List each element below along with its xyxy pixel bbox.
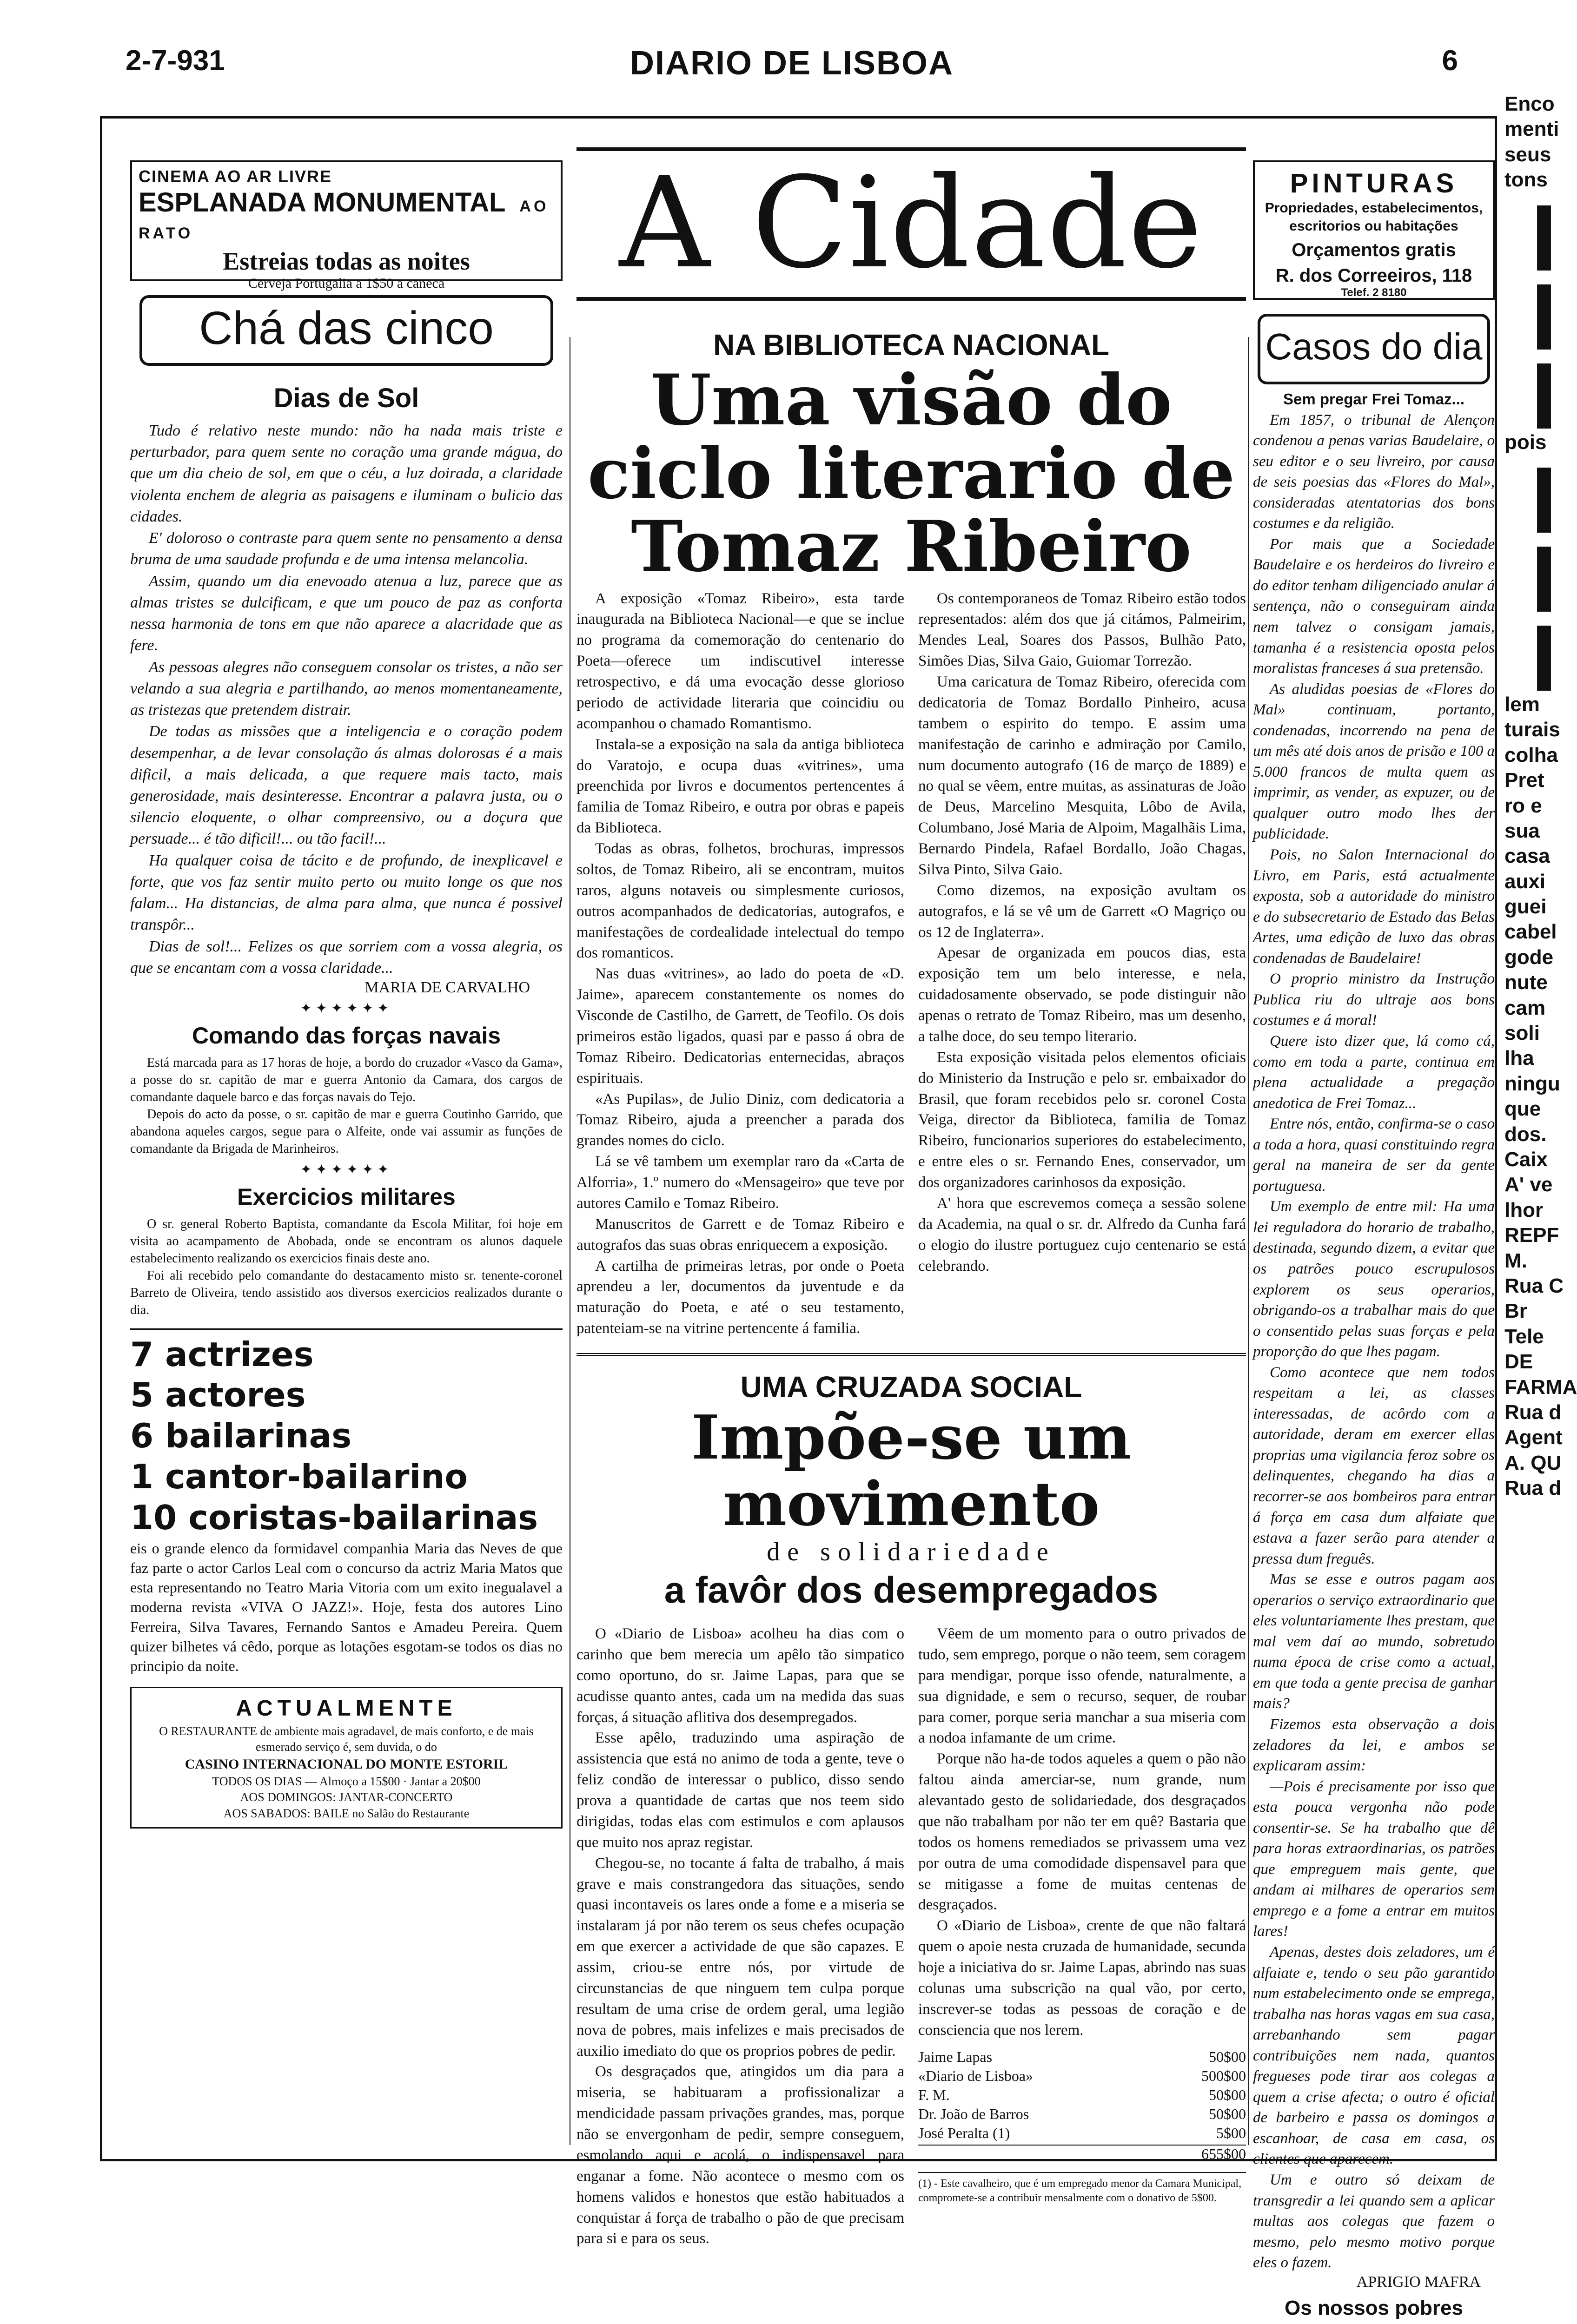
strip-bar <box>1537 626 1551 691</box>
strip-text: gode <box>1504 945 1554 969</box>
strip-text: sua <box>1504 819 1540 842</box>
paragraph: Lá se vê tambem um exemplar raro da «Carta de Alforria», 1.º numero do «Mensageiro» que teve por autores Camilo e Tomaz Ribeiro. <box>576 1153 904 1212</box>
paragraph: Esta exposição visitada pelos elementos oficiais do Ministerio da Instrução e pelo sr. embaixador do Brasil, que foram recebidos pelo sr. coronel Costa Veiga, director da Biblioteca, familia de Tomaz Ribeiro, funcionarios superiores do estabelecimento, e entre eles o sr. Fernando Enes, conservador, um dos organizadores carinhosos da exposição. <box>918 1049 1246 1191</box>
paragraph: Chegou-se, no tocante á falta de trabalho, á mais grave e mais constrangedora das situações, sendo quasi incontaveis os lares onde a fome e a miseria se instalaram já por não terem os seus chefes ocupação em que exercer a actividade de que são capazes. E assim, criou-se entre nós, por virtude de circunstancias de que ninguem tem culpa porque resultam de uma crise de ordem geral, uma legião nova de pobres, mais infelizes e mais precisados de auxilio imediato do que os proprios pobres de pedir. <box>576 1855 904 2060</box>
strip-text: Agent <box>1504 1426 1563 1449</box>
strip-bar <box>1537 468 1551 533</box>
subscriber: «Diario de Lisboa» <box>918 2067 1034 2084</box>
strip-text: pois <box>1504 430 1547 454</box>
strip-text: lha <box>1504 1047 1534 1070</box>
strip-text: Rua d <box>1504 1477 1562 1500</box>
cinema-ad-line1: CINEMA AO AR LIVRE <box>139 167 332 186</box>
strip-text: Rua d <box>1504 1400 1562 1424</box>
social-right <box>918 1624 1246 2249</box>
strip-bar <box>1537 284 1551 350</box>
paragraph: Fizemos esta observação a dois zeladores da lei, e ambos se explicaram assim: <box>1253 1716 1495 1775</box>
paragraph: Porque não ha-de todos aqueles a quem o pão não faltou ainda amerciar-se, num grande, num alevantado gesto de solidariedade, dos desgraçados que não trabalham por não ter em quê? Bastaria que todos os homens remediados se privassem uma vez por outra de uma comodidade dispensavel para que se mitigasse a fome de muitas centenas de desgraçados. <box>918 1750 1246 1914</box>
column-subhead: Dias de Sol <box>273 383 419 413</box>
cast-line: 6 bailarinas <box>130 1416 352 1456</box>
strip-text: nute <box>1504 971 1548 994</box>
strip-text: ningu <box>1504 1072 1560 1095</box>
paragraph: Mas se esse e outros pagam aos operarios o serviço extraordinario que eles voluntariamente lhes prestam, que mal vem daí ao mundo, sobretudo numa época de crise como a actual, em que toda a gente precisa de ganhar mais? <box>1253 1571 1495 1712</box>
paragraph: Uma caricatura de Tomaz Ribeiro, oferecida com dedicatoria de Tomaz Bordallo Pinheiro, acusa tambem o espirito do tempo. E assim uma manifestação de carinho e admiração por Camilo, num documento autografo (16 de março de 1889) e no qual se vêem, entre muitas, as assinaturas de João de Deus, Marcelino Mesquita, Lôbo de Avila, Columbano, José Maria de Alpoim, Magalhãis Lima, Bernardo Pindela, Rafael Bordallo, João Chagas, Silva Pinto, Silva Gaio. <box>918 673 1246 878</box>
paragraph: O proprio ministro da Instrução Publica riu do ultraje aos bons costumes e á moral! <box>1253 971 1495 1029</box>
paragraph: De todas as missões que a inteligencia e o coração podem desempenhar, a de levar consolação ás almas dolorosas é a mais dificil, a mais delicada, a que requere mais tacto, mais generosidade, mais desinteresse. Encontrar a palavra justa, ou o silencio eloquente, o olhar compreensivo, ou a doçura que persuade... é tão dificil!... ou tão facil!... <box>130 723 563 848</box>
social-kicker: UMA CRUZADA SOCIAL <box>740 1370 1082 1404</box>
cinema-ad-line3: Estreias todas as noites <box>223 247 470 275</box>
strip-text: Enco <box>1504 92 1555 115</box>
strip-text: DE <box>1504 1350 1533 1373</box>
paragraph: Em 1857, o tribunal de Alençon condenou a penas varias Baudelaire, o seu editor e o seu livreiro, por causa de seis poesias das «Flores do Mal», consideradas atentatorias dos bons costumes e da religião. <box>1253 411 1495 532</box>
casino-ad-line: AOS DOMINGOS: JANTAR-CONCERTO <box>240 1790 453 1804</box>
strip-text: tons <box>1504 168 1548 191</box>
pobres-heading: Os nossos pobres <box>1285 2296 1463 2319</box>
military-body <box>130 1216 563 1319</box>
paragraph: O «Diario de Lisboa», crente de que não faltará quem o apoie nesta cruzada de humanidade, secunda hoje a iniciativa do sr. Jaime Lapas, abrindo nas suas colunas uma subscrição na qual vão, por certo, inscrever-se todas as pessoas de coração e de consciencia que nos lerem. <box>918 1917 1246 2039</box>
naval-heading: Comando das forças navais <box>192 1023 501 1049</box>
pinturas-ad-phone: Telef. 2 8180 <box>1341 286 1407 299</box>
strip-text: M. <box>1504 1249 1527 1272</box>
cinema-ad <box>130 160 563 291</box>
section-badge: Casos do dia <box>1258 314 1490 384</box>
casino-ad-title: ACTUALMENTE <box>236 1696 457 1721</box>
paragraph: Como dizemos, na exposição avultam os autografos, e lá se vê um de Garrett «O Magriço ou os 12 de Inglaterra». <box>918 882 1246 941</box>
cinema-ad-venue: ESPLANADA MONUMENTAL <box>139 187 506 218</box>
paragraph: «As Pupilas», de Julio Diniz, com dedicatoria a Tomaz Ribeiro, ajuda a preencher a parada dos grandes nomes do ciclo. <box>576 1090 904 1149</box>
casos-body <box>1253 389 1495 2273</box>
right-column <box>1253 119 1495 2319</box>
cinema-ad-line4: Cerveja Portugalia a 1$50 a caneca <box>248 276 445 291</box>
strip-text: REPF <box>1504 1224 1559 1247</box>
amount: 50$00 <box>1209 2105 1246 2122</box>
paragraph: Tudo é relativo neste mundo: não ha nada mais triste e perturbador, para quem sente no coração uma grande mágua, do que um dia cheio de sol, em que o céu, a luz doirada, a claridade violenta enchem de alegria as paisagens e iluminam o bulicio das cidades. <box>130 422 563 525</box>
paragraph: Instala-se a exposição na sala da antiga biblioteca do Varatojo, e ocupa duas «vitrines», uma preenchida por livros e documentos pertencentes á familia de Tomaz Ribeiro, e outra por obras e papeis da Biblioteca. <box>576 736 904 837</box>
paragraph: Depois do acto da posse, o sr. capitão de mar e guerra Coutinho Garrido, que abandona aqueles cargos, segue para o Alfeite, onde vai assumir as funções de comandante da Brigada de Marinheiros. <box>130 1107 563 1156</box>
article-body <box>576 588 1246 1340</box>
paragraph: Vêem de um momento para o outro privados de tudo, sem emprego, porque o não teem, sem coragem para mendigar, porque isso ofende, naturalmente, a sua dignidade, e sem o recurso, sequer, de roubar para comer, porque seria manchar a sua miseria com a nodoa infamante de um crime. <box>918 1625 1246 1747</box>
paragraph: A exposição «Tomaz Ribeiro», esta tarde inaugurada na Biblioteca Nacional—e que se inclue no programa da comemoração do centenario do Poeta—oferece um indiscutivel interesse retrospectivo, e dá uma evocação desse glorioso periodo de actividade literaria que coincidiu ou acompanhou o chamado Romantismo. <box>576 590 904 732</box>
paragraph: A' hora que escrevemos começa a sessão solene da Academia, na qual o sr. dr. Alfredo da Cunha fará o elogio do ilustre portuguez cujo centenario se está celebrando. <box>918 1195 1246 1274</box>
pinturas-ad-address: R. dos Correeiros, 118 <box>1275 265 1472 286</box>
strip-text: Pret <box>1504 769 1544 792</box>
pinturas-ad-line: Orçamentos gratis <box>1292 240 1456 260</box>
strip-bar <box>1537 363 1551 429</box>
theatre-ad <box>130 1328 563 1676</box>
page-number: 6 <box>1442 45 1458 77</box>
subscription-total: 655$00 <box>918 2145 1246 2163</box>
theatre-ad-text: eis o grande elenco da formidavel companhia Maria das Neves de que faz parte o actor Carlos Leal com o concurso da actriz Maria Matos que esta representando no Teatro Maria Vitoria com um exito inegualavel a moderna revista «VIVA O JAZZ!». Hoje, festa dos autores Lino Ferreira, Silva Tavares, Fernando Santos e Amadeu Pereira. Quem quizer bilhetes vá cêdo, porque as lotações esgotam-se todos os dias no principio da noite. <box>130 1539 563 1675</box>
social-subtitle-2: a favôr dos desempregados <box>664 1569 1159 1611</box>
paragraph: E' doloroso o contraste para quem sente no pensamento a densa bruma de uma saudade profunda e de uma intensa melancolia. <box>130 529 563 568</box>
paragraph: Os contemporaneos de Tomaz Ribeiro estão todos representados: além dos que já citámos, Palmeirim, Mendes Leal, Soares dos Passos, Bulhão Pato, Simões Dias, Silva Gaio, Guiomar Torrezão. <box>918 590 1246 670</box>
signature: MARIA DE CARVALHO <box>364 979 530 997</box>
cha-article-body <box>130 420 563 979</box>
pinturas-ad-title: PINTURAS <box>1290 168 1458 198</box>
paragraph: Nas duas «vitrines», ao lado do poeta de «D. Jaime», aparecem constantemente os nomes do Visconde de Castilho, de Garrett, de Teofilo. Os dois primeiros estão ligados, quasi par e passo á obra de Tomaz Ribeiro. Dedicatorias enternecidas, abraços espirituais. <box>576 965 904 1087</box>
military-heading: Exercicios militares <box>237 1183 456 1210</box>
signature: APRIGIO MAFRA <box>1356 2273 1481 2291</box>
subscription-row <box>918 2047 1246 2067</box>
strip-text: seus <box>1504 143 1551 166</box>
strip-text: turais <box>1504 718 1560 741</box>
amount: 5$00 <box>1216 2124 1246 2141</box>
strip-text: soli <box>1504 1022 1540 1045</box>
cast-line: 1 cantor-bailarino <box>130 1457 468 1497</box>
subscription-row <box>918 2124 1246 2143</box>
strip-text: guei <box>1504 895 1547 918</box>
paragraph: Pois, no Salon Internacional do Livro, em Paris, está actualmente exposta, sob a autoridade do ministro e do subsecretario de Estado das Belas Artes, uma edição de luxo das obras condenadas de Baudelaire! <box>1253 846 1495 967</box>
strip-text: colha <box>1504 743 1558 766</box>
casos-subhead: Sem pregar Frei Tomaz... <box>1283 390 1464 408</box>
casino-ad-line: O RESTAURANTE de ambiente mais agradavel, de mais conforto, e de mais esmerado serviço é, sem duvida, o do <box>159 1724 534 1754</box>
strip-text: casa <box>1504 845 1550 868</box>
subscription-table <box>918 2047 1246 2143</box>
cast-line: 7 actrizes <box>130 1334 314 1374</box>
cast-line: 5 actores <box>130 1375 306 1415</box>
center-columns <box>576 119 1246 2247</box>
strip-text: menti <box>1504 118 1559 141</box>
paragraph: As aludidas poesias de «Flores do Mal» continuam, portanto, condenadas, incorrendo na pena de um mês até dois anos de prisão e 100 a 5.000 francos de multa quem as imprimir, as vender, as expuzer, ou de qualquer outro modo lhes der publicidade. <box>1253 680 1495 843</box>
paragraph: Apenas, destes dois zeladores, um é alfaiate e, tendo o seu pão garantido num estabelecimento onde se emprega, trabalha nas horas vagas em sua casa, arrebanhando sem pagar contribuições nem nada, quantos fregueses pode tirar aos colegas a quem a crise afecta; o outro é oficial de barbeiro e passa os domingos a escanhoar, de casa em casa, os clientes que aparecem. <box>1253 1944 1495 2168</box>
pinturas-ad-line: Propriedades, estabelecimentos, escritorios ou habitações <box>1265 200 1483 234</box>
paragraph: Assim, quando um dia enevoado atenua a luz, parece que as almas tristes se dulcificam, e que um pouco de paz as conforta nessa harmonia de tons em que não aparece a alacridade que as fere. <box>130 572 563 654</box>
amount: 500$00 <box>1201 2067 1246 2084</box>
cast-line: 10 coristas-bailarinas <box>130 1498 538 1537</box>
strip-bar <box>1537 205 1551 271</box>
article-kicker: NA BIBLIOTECA NACIONAL <box>713 328 1110 362</box>
divider-ornament: ✦✦✦✦✦✦ <box>300 1001 393 1017</box>
strip-text: lhor <box>1504 1198 1544 1221</box>
strip-text: Tele <box>1504 1325 1544 1348</box>
page-header <box>126 44 1458 86</box>
paragraph: Foi ali recebido pelo comandante do destacamento misto sr. tenente-coronel Barreto de Oliveira, tendo assistido aos diversos exercicios realizados durante o dia. <box>130 1268 563 1317</box>
strip-text: FARMA <box>1504 1375 1577 1399</box>
footnote: (1) - Este cavalheiro, que é um empregado menor da Camara Municipal, compromete-se a contribuir mensalmente com o donativo de 5$00. <box>918 2172 1246 2205</box>
paragraph: O sr. general Roberto Baptista, comandante da Escola Militar, foi hoje em visita ao acampamento de Abobada, onde se encontram os alunos daquele estabelecimento realizando os exercicios finais deste ano. <box>130 1216 563 1266</box>
social-title: Impõe-se um movimento <box>691 1402 1131 1539</box>
logo-text: A Cidade <box>619 150 1204 296</box>
paragraph: Um e outro só deixam de transgredir a lei quando sem a aplicar multas aos colegas que fazem o mesmo, pelo mesmo motivo porque eles o fazem. <box>1253 2172 1495 2271</box>
strip-text: lem <box>1504 693 1540 716</box>
paragraph: Ha qualquer coisa de tácito e de profundo, de inexplicavel e forte, que vos faz sentir muito perto ou muito longe os que nos falam... Ha distancias, de alma para alma, que nunca é possivel transpôr... <box>130 852 563 934</box>
strip-text: Rua C <box>1504 1274 1564 1297</box>
subscriber: Jaime Lapas <box>918 2048 993 2065</box>
cinema-ad-location: AO RATO <box>139 198 549 242</box>
social-left <box>576 1624 904 2249</box>
article-right <box>918 588 1246 1340</box>
paragraph: Os desgraçados que, atingidos um dia para a miseria, se habituaram a profissionalizar a mendicidade passam privações grandes, mas, porque não se envergonham de pedir, sempre conseguem, esmolando aqui e acolá, o indispensavel para enganar a fome. Não acontece o mesmo com os homens validos e honestos que estão habituados a conquistar á força de trabalho o pão de que precisam para si e para os seus. <box>576 2063 904 2247</box>
strip-text: A' ve <box>1504 1173 1553 1196</box>
article-left <box>576 588 904 1340</box>
adjacent-page-strip <box>1504 92 1577 2138</box>
cinema-ad-name <box>139 189 554 243</box>
pinturas-ad <box>1253 160 1495 300</box>
issue-date: 2-7-931 <box>126 45 225 77</box>
subscriber: Dr. João de Barros <box>918 2105 1029 2122</box>
paragraph: Por mais que a Sociedade Baudelaire e os herdeiros do livreiro e do editor tenham diligenciado anular á sentença, não o conseguiram ainda nem talvez o consigam jamais, tamanha é a resistencia oposta pelos moralistas franceses á sua pretensão. <box>1253 535 1495 677</box>
amount: 50$00 <box>1209 2048 1246 2065</box>
paragraph: Esse apêlo, traduzindo uma aspiração de assistencia que está no animo de toda a gente, teve o feliz condão de interessar o publico, disso sendo prova a quantidade de cartas que nos teem sido dirigidas, todas elas com estimulos e com aplausos que muito nos apraz registar. <box>576 1730 904 1851</box>
article-title: Uma visão do ciclo literario de Tomaz Ribeiro <box>587 359 1235 588</box>
subscription-row <box>918 2105 1246 2124</box>
casino-ad-line: AOS SABADOS: BAILE no Salão do Restaurante <box>223 1806 470 1820</box>
naval-body <box>130 1055 563 1158</box>
casino-ad-line: TODOS OS DIAS — Almoço a 15$00 · Jantar a 20$00 <box>212 1774 481 1788</box>
strip-text: dos. <box>1504 1122 1547 1146</box>
paragraph: Dias de sol!... Felizes os que sorriem com a vossa alegria, os que se encantam com a vossa claridade... <box>130 938 563 977</box>
strip-text: cam <box>1504 996 1546 1019</box>
amount: 50$00 <box>1209 2086 1246 2103</box>
paragraph: Todas as obras, folhetos, brochuras, impressos soltos, de Tomaz Ribeiro, ali se encontram, muitos raros, alguns notaveis ou simplesmente curiosos, outros acompanhados de dedicatorias, autografos, e manifestações de cordealidade intelectual do tempo dos romanticos. <box>576 840 904 962</box>
paragraph: A cartilha de primeiras letras, por onde o Poeta aprendeu a ler, documentos da juventude e da maturação do Poeta, e até o seu testamento, patenteiam-se na vitrine pertencente á familia. <box>576 1257 904 1337</box>
section-logo <box>576 147 1246 301</box>
casino-ad-line: CASINO INTERNACIONAL DO MONTE ESTORIL <box>185 1756 508 1772</box>
paragraph: Como acontece que nem todos respeitam a lei, as classes interessadas, de acôrdo com a autoridade, deram em exercer ellas proprias uma vigilancia feroz sobre os delinquentes, chegando ha dias a recorrer-se aos bombeiros para entrar á força em casa dum alfaiate que estava a fazer serão para atender a pressa dum freguês. <box>1253 1364 1495 1567</box>
strip-text: ro e <box>1504 794 1542 817</box>
left-column <box>130 119 563 2159</box>
subscription-row <box>918 2086 1246 2105</box>
strip-text: cabel <box>1504 920 1557 944</box>
paragraph: Entre nós, então, confirma-se o caso a toda a hora, quasi constituindo regra geral na maneira de ser da gente portuguesa. <box>1253 1116 1495 1195</box>
strip-text: A. QU <box>1504 1451 1562 1474</box>
column-rule <box>1248 337 1249 2145</box>
paragraph: —Pois é precisamente por isso que esta pouca vergonha não pode consentir-se. Se ha trabalho que dê para horas extraordinarias, os patrões que empreguem mais gente, que andam ai milhares de operarios sem emprego e a fome a entrar em muitos lares! <box>1253 1778 1495 1940</box>
strip-text: Br <box>1504 1300 1527 1323</box>
social-right-text <box>918 1624 1246 2041</box>
section-divider <box>576 1353 1246 1356</box>
strip-text: que <box>1504 1097 1541 1121</box>
paragraph: Um exemplo de entre mil: Ha uma lei reguladora do horario de trabalho, destinada, segundo dizem, a evitar que os patrões pouco escrupulosos explorem os seus operarios, obrigando-os a trabalhar mais do que o consentido pelas suas forças e pela proporção do que lhes pagam. <box>1253 1198 1495 1360</box>
paragraph: Quere isto dizer que, lá como cá, como em toda a parte, continua em plena actualidade a pregação anedotica de Frei Tomaz... <box>1253 1032 1495 1112</box>
divider-ornament: ✦✦✦✦✦✦ <box>300 1162 393 1177</box>
section-badge: Chá das cinco <box>139 295 553 366</box>
page-frame <box>100 116 1497 2319</box>
subscriber: José Peralta (1) <box>918 2124 1010 2141</box>
subscriber: F. M. <box>918 2086 950 2103</box>
strip-text: Caix <box>1504 1148 1548 1171</box>
paragraph: Apesar de organizada em poucos dias, esta exposição tem um belo interesse, e nela, cuidadosamente observado, se pode distinguir não apenas o retrato de Tomaz Ribeiro, mas um desenho, a talhe doce, do seu tempo literario. <box>918 944 1246 1045</box>
paper-name: DIARIO DE LISBOA <box>629 45 954 82</box>
paragraph: As pessoas alegres não conseguem consolar os tristes, a não ser velando a sua alegria e partilhando, ao menos momentaneamente, as tristezas que pretendem distrair. <box>130 658 563 719</box>
strip-bar <box>1537 547 1551 612</box>
strip-text: auxi <box>1504 870 1546 893</box>
paragraph: Está marcada para as 17 horas de hoje, a bordo do cruzador «Vasco da Gama», a posse do sr. capitão de mar e guerra Antonio da Camara, dos cargos de comandante daquele barco e das forças navais do Tejo. <box>130 1056 563 1104</box>
subscription-row <box>918 2067 1246 2086</box>
paragraph: Manuscritos de Garrett e de Tomaz Ribeiro e autografos das suas obras enriquecem a exposição. <box>576 1215 904 1254</box>
paragraph: O «Diario de Lisboa» acolheu ha dias com o carinho que bem merecia um apêlo tão simpatico como oportuno, do sr. Jaime Lapas, para que se acudisse quanto antes, cada um na medida das suas forças, á situação aflitiva dos desempregados. <box>576 1625 904 1726</box>
social-subtitle: de solidariedade <box>767 1538 1056 1566</box>
casino-ad <box>130 1687 563 1829</box>
social-body <box>576 1624 1246 2249</box>
